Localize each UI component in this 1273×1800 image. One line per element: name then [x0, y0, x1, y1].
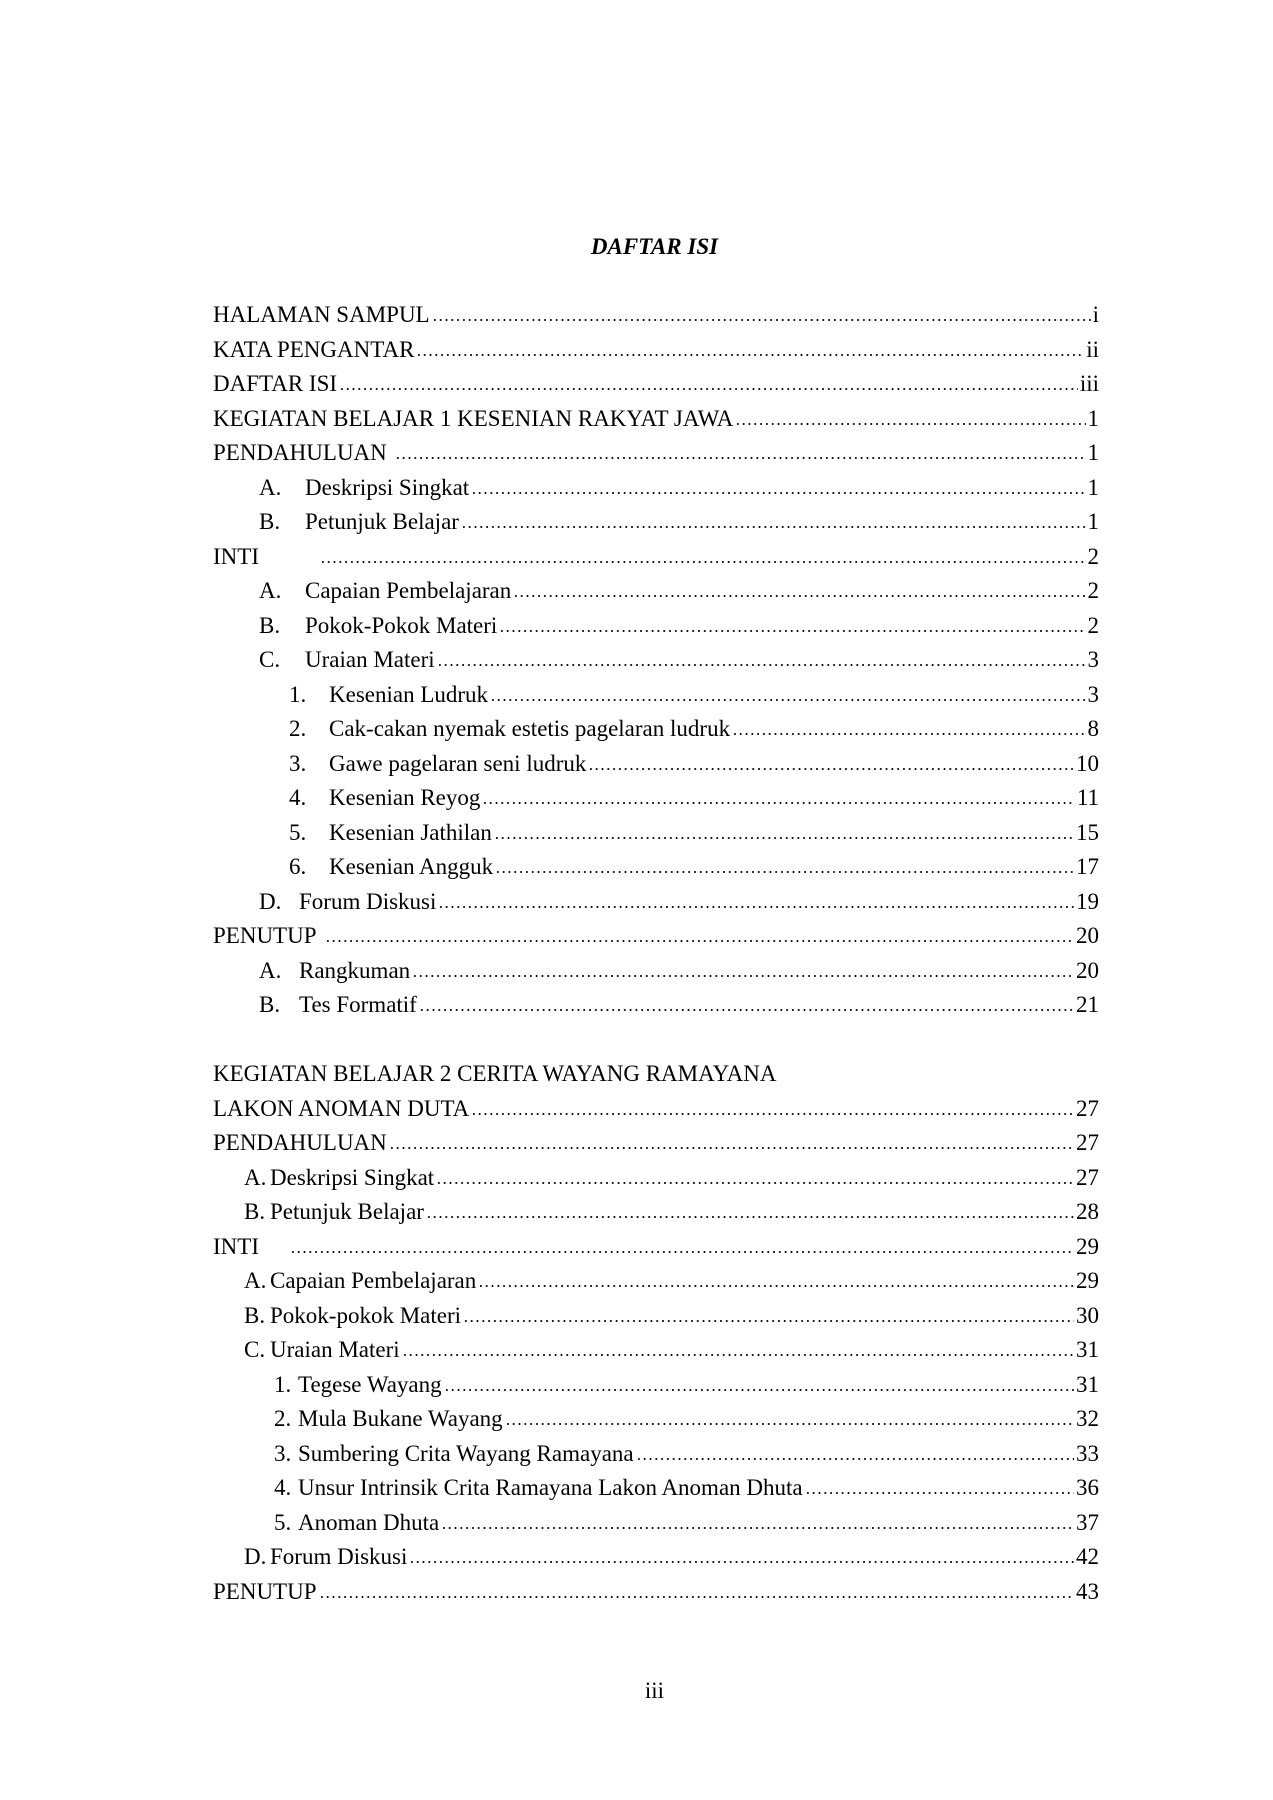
toc-entry-number: A.: [244, 1164, 267, 1190]
toc-entry-label-group: [213, 781, 480, 816]
dot-leader: [471, 485, 1085, 495]
toc-entry-number: A.: [259, 474, 282, 500]
toc-entry-page: ii: [1086, 336, 1099, 362]
table-of-contents: [213, 298, 1099, 1609]
toc-entry-label: Forum Diskusi: [270, 1544, 408, 1569]
toc-entry[interactable]: [213, 1230, 1099, 1265]
toc-entry-page: 8: [1087, 716, 1099, 741]
toc-entry-label: LAKON ANOMAN DUTA: [213, 1095, 470, 1121]
toc-entry-page: 29: [1076, 1233, 1099, 1259]
toc-entry-number: 2.: [289, 716, 307, 741]
toc-entry-number: 1.: [274, 1371, 292, 1397]
toc-entry-label: PENDAHULUAN: [213, 440, 387, 465]
toc-entry-page: 1: [1087, 509, 1099, 534]
toc-entry-page: 17: [1076, 854, 1099, 879]
dot-leader: [732, 726, 1085, 736]
toc-entry-number: 3.: [274, 1440, 292, 1466]
toc-entry[interactable]: [213, 1402, 1099, 1437]
dot-leader: [478, 1278, 1074, 1288]
toc-entry[interactable]: [213, 367, 1099, 402]
dot-leader: [290, 1244, 1074, 1254]
dot-leader: [461, 519, 1086, 529]
toc-entry-label: Uraian Materi: [305, 647, 435, 672]
toc-entry[interactable]: [213, 1471, 1099, 1506]
toc-entry-label: Pokok-pokok Materi: [270, 1302, 462, 1328]
toc-entry[interactable]: [213, 436, 1099, 471]
toc-entry-label-group: [213, 1195, 424, 1230]
toc-entry-label-group: [213, 1264, 476, 1299]
toc-entry[interactable]: [213, 850, 1099, 885]
toc-entry-number: D.: [244, 1544, 267, 1569]
toc-entry-page: 27: [1076, 1164, 1099, 1190]
toc-entry[interactable]: [213, 1540, 1099, 1575]
toc-entry-page: 30: [1076, 1302, 1099, 1328]
toc-entry-label-group: [213, 574, 511, 609]
toc-entry-label: PENUTUP: [213, 923, 317, 948]
toc-entry-label-group: [213, 712, 730, 747]
toc-entry[interactable]: [213, 1575, 1099, 1610]
toc-entry-label-group: [213, 1299, 461, 1334]
dot-leader: [495, 864, 1074, 874]
dot-leader: [463, 1313, 1074, 1323]
dot-leader: [505, 1416, 1074, 1426]
toc-entry-label-group: [213, 1126, 387, 1161]
page-number: iii: [644, 1678, 665, 1703]
toc-entry-label-group: [213, 954, 410, 989]
toc-entry-label: Petunjuk Belajar: [305, 509, 459, 534]
toc-entry[interactable]: [213, 919, 1099, 954]
toc-entry[interactable]: [213, 712, 1099, 747]
toc-entry[interactable]: [213, 1195, 1099, 1230]
dot-leader: [436, 1175, 1074, 1185]
toc-entry-label-group: [213, 367, 337, 402]
toc-entry-label-group: [213, 747, 586, 782]
dot-leader: [426, 1209, 1074, 1219]
toc-entry-page: 27: [1076, 1095, 1099, 1121]
toc-entry-page: 1: [1087, 474, 1099, 500]
toc-entry-number: C.: [259, 647, 281, 672]
toc-entry-page: 33: [1076, 1440, 1099, 1466]
dot-leader: [471, 1106, 1074, 1116]
toc-entry-number: D.: [259, 888, 282, 914]
dot-leader: [438, 899, 1074, 909]
toc-entry[interactable]: [213, 471, 1099, 506]
dot-leader: [432, 312, 1091, 322]
toc-entry[interactable]: [213, 816, 1099, 851]
toc-entry-page: 28: [1076, 1199, 1099, 1224]
toc-entry-page: 29: [1076, 1268, 1099, 1293]
toc-entry-label: INTI: [213, 543, 259, 569]
dot-leader: [441, 1520, 1074, 1530]
toc-entry-label-group: [213, 1368, 442, 1403]
toc-entry[interactable]: [213, 609, 1099, 644]
toc-entry-label: INTI: [213, 1233, 259, 1259]
toc-entry-label-group: [213, 678, 488, 713]
toc-entry-label-group: [213, 1575, 317, 1610]
toc-entry-page: 36: [1076, 1475, 1099, 1500]
spacer: [213, 1023, 1099, 1058]
toc-entry-page: iii: [1079, 371, 1099, 396]
toc-entry-label-group: [213, 1230, 288, 1265]
toc-entry[interactable]: [213, 1368, 1099, 1403]
dot-leader: [395, 450, 1086, 460]
toc-entry-label: Petunjuk Belajar: [270, 1199, 424, 1224]
toc-entry-label-group: [213, 988, 417, 1023]
toc-entry[interactable]: [213, 298, 1099, 333]
toc-entry-label-group: [213, 1402, 503, 1437]
toc-entry-number: A.: [259, 957, 282, 983]
toc-entry-label: Kesenian Reyog: [329, 785, 481, 810]
toc-entry-label-group: [213, 540, 318, 575]
dot-leader: [320, 554, 1086, 564]
toc-entry-label: Capaian Pembelajaran: [270, 1268, 477, 1293]
toc-entry-number: B.: [259, 612, 281, 638]
dot-leader: [499, 623, 1085, 633]
toc-entry-label-group: [213, 1333, 400, 1368]
dot-leader: [735, 416, 1085, 426]
toc-entry[interactable]: [213, 402, 1099, 437]
dot-leader: [437, 657, 1086, 667]
toc-entry-label-group: [213, 1161, 434, 1196]
toc-entry-label-group: [213, 643, 435, 678]
dot-leader: [389, 1140, 1074, 1150]
toc-entry-number: 2.: [274, 1406, 292, 1431]
toc-entry[interactable]: [213, 643, 1099, 678]
toc-entry[interactable]: [213, 954, 1099, 989]
toc-entry[interactable]: [213, 1437, 1099, 1472]
toc-entry-label: Gawe pagelaran seni ludruk: [329, 750, 587, 776]
toc-entry-label-group: [213, 402, 733, 437]
toc-entry-label-group: [213, 1540, 407, 1575]
toc-entry-number: B.: [259, 509, 281, 534]
toc-entry-label: Anoman Dhuta: [298, 1509, 440, 1535]
toc-entry-number: 5.: [289, 819, 307, 845]
toc-entry-page: 1: [1087, 405, 1099, 431]
toc-entry-label: PENDAHULUAN: [213, 1130, 387, 1155]
toc-entry-label-group: [213, 471, 469, 506]
dot-leader: [419, 1002, 1074, 1012]
toc-entry-number: B.: [244, 1302, 266, 1328]
dot-leader: [339, 381, 1078, 391]
dot-leader: [805, 1485, 1074, 1495]
toc-entry[interactable]: [213, 747, 1099, 782]
toc-entry-page: 3: [1087, 647, 1099, 672]
toc-entry-number: A.: [244, 1268, 267, 1293]
toc-entry-label: Mula Bukane Wayang: [298, 1406, 503, 1431]
toc-entry-number: 3.: [289, 750, 307, 776]
dot-leader: [490, 692, 1085, 702]
toc-entry-label-group: [213, 609, 497, 644]
toc-entry-label: Forum Diskusi: [299, 888, 437, 914]
toc-entry[interactable]: [213, 1333, 1099, 1368]
toc-entry-page: 31: [1076, 1371, 1099, 1397]
toc-entry-number: 4.: [289, 785, 307, 810]
dot-leader: [319, 1589, 1074, 1599]
toc-entry-label-group: [213, 1471, 803, 1506]
toc-entry-label: Kesenian Jathilan: [329, 819, 492, 845]
dot-leader: [409, 1554, 1074, 1564]
toc-entry-label: Pokok-Pokok Materi: [305, 612, 498, 638]
toc-entry-label: HALAMAN SAMPUL: [213, 302, 430, 327]
toc-entry-page: 1: [1087, 440, 1099, 465]
toc-entry-number: 6.: [289, 854, 307, 879]
toc-entry-page: 11: [1076, 785, 1099, 810]
toc-entry[interactable]: [213, 1264, 1099, 1299]
toc-entry[interactable]: [213, 1161, 1099, 1196]
section-heading: KEGIATAN BELAJAR 2 CERITA WAYANG RAMAYANA: [213, 1061, 777, 1086]
toc-entry-label-group: [213, 298, 430, 333]
toc-entry-label: Deskripsi Singkat: [270, 1164, 435, 1190]
toc-entry[interactable]: [213, 1126, 1099, 1161]
toc-entry-page: 32: [1076, 1406, 1099, 1431]
toc-entry-page: 20: [1076, 957, 1099, 983]
toc-entry-label: Sumbering Crita Wayang Ramayana: [298, 1440, 634, 1466]
toc-entry-page: 20: [1076, 923, 1099, 948]
toc-entry-number: A.: [259, 578, 282, 603]
toc-entry[interactable]: [213, 333, 1099, 368]
toc-entry[interactable]: [213, 678, 1099, 713]
toc-entry-page: 43: [1076, 1578, 1099, 1604]
toc-entry-page: 19: [1076, 888, 1099, 914]
toc-entry-label: Rangkuman: [299, 957, 411, 983]
dot-leader: [402, 1347, 1074, 1357]
toc-entry-label: Tes Formatif: [299, 992, 417, 1017]
toc-entry-page: 15: [1076, 819, 1099, 845]
toc-entry[interactable]: [213, 988, 1099, 1023]
toc-entry-label-group: [213, 1506, 439, 1541]
toc-entry-label-group: [213, 333, 414, 368]
toc-entry-label: Tegese Wayang: [298, 1371, 442, 1397]
toc-entry[interactable]: [213, 1506, 1099, 1541]
toc-entry-label-group: [213, 1437, 634, 1472]
toc-entry[interactable]: [213, 781, 1099, 816]
dot-leader: [416, 347, 1084, 357]
dot-leader: [513, 588, 1085, 598]
toc-entry-label-group: [213, 850, 493, 885]
toc-entry[interactable]: [213, 1092, 1099, 1127]
toc-entry-label: DAFTAR ISI: [213, 371, 338, 396]
toc-entry-label-group: [213, 885, 436, 920]
toc-entry-label: Capaian Pembelajaran: [305, 578, 512, 603]
toc-entry[interactable]: [213, 574, 1099, 609]
toc-entry-page: 31: [1076, 1337, 1099, 1362]
toc-entry-number: 5.: [274, 1509, 292, 1535]
toc-entry-page: 2: [1087, 578, 1099, 603]
toc-entry-number: C.: [244, 1337, 266, 1362]
toc-entry-number: 1.: [289, 681, 307, 707]
toc-entry-label: Kesenian Ludruk: [329, 681, 489, 707]
toc-entry-number: 4.: [274, 1475, 292, 1500]
dot-leader: [444, 1382, 1074, 1392]
toc-entry-page: i: [1092, 302, 1099, 327]
page-title: DAFTAR ISI: [590, 234, 719, 259]
toc-entry-label-group: [213, 436, 393, 471]
toc-entry[interactable]: [213, 540, 1099, 575]
toc-entry-label: Cak-cakan nyemak estetis pagelaran ludruk: [329, 716, 731, 741]
toc-entry[interactable]: [213, 1299, 1099, 1334]
toc-entry-label: Unsur Intrinsik Crita Ramayana Lakon Anoman Dhuta: [298, 1475, 803, 1500]
toc-entry-page: 37: [1076, 1509, 1099, 1535]
toc-entry-label: Uraian Materi: [270, 1337, 400, 1362]
toc-entry-page: 2: [1087, 612, 1099, 638]
toc-entry-page: 2: [1087, 543, 1099, 569]
toc-entry[interactable]: [213, 505, 1099, 540]
dot-leader: [325, 933, 1074, 943]
dot-leader: [636, 1451, 1074, 1461]
dot-leader: [482, 795, 1074, 805]
toc-entry-number: B.: [244, 1199, 266, 1224]
toc-entry-page: 21: [1076, 992, 1099, 1017]
toc-entry-label-group: [213, 816, 492, 851]
toc-entry-label: KATA PENGANTAR: [213, 336, 415, 362]
toc-entry[interactable]: [213, 885, 1099, 920]
toc-entry-page: 27: [1076, 1130, 1099, 1155]
toc-entry-label-group: [213, 505, 459, 540]
toc-entry-label: Deskripsi Singkat: [305, 474, 470, 500]
toc-entry-label-group: [213, 1092, 469, 1127]
toc-entry-label: Kesenian Angguk: [329, 854, 494, 879]
dot-leader: [412, 968, 1074, 978]
dot-leader: [494, 830, 1074, 840]
toc-entry-label: PENUTUP: [213, 1578, 317, 1604]
toc-entry-page: 10: [1076, 750, 1099, 776]
toc-entry-page: 3: [1087, 681, 1099, 707]
dot-leader: [588, 761, 1074, 771]
toc-entry-page: 42: [1076, 1544, 1099, 1569]
toc-entry-label: KEGIATAN BELAJAR 1 KESENIAN RAKYAT JAWA: [213, 405, 734, 431]
toc-entry-label-group: [213, 919, 323, 954]
toc-entry-number: B.: [259, 992, 281, 1017]
